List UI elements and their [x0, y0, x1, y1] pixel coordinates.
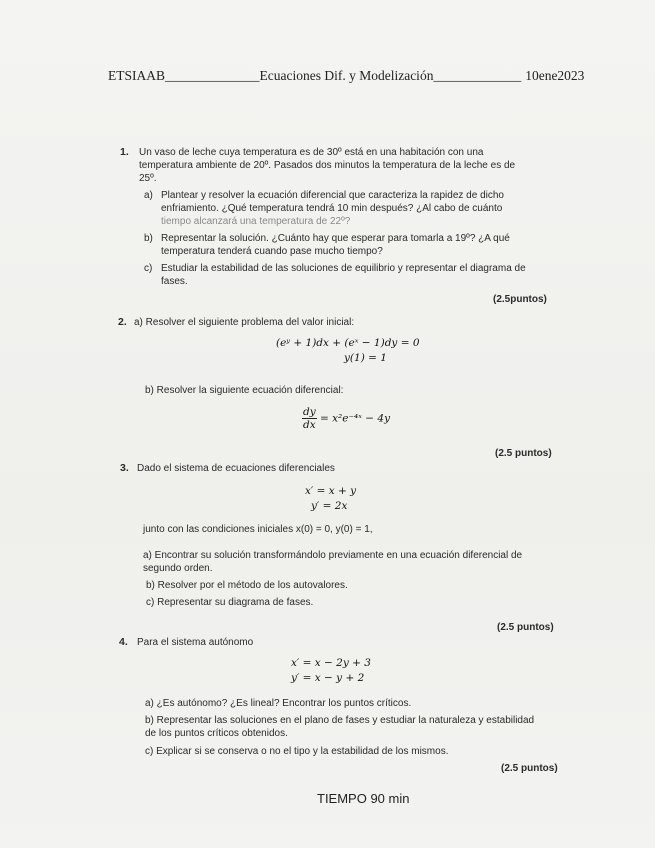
- text-line: b) Representar las soluciones en el plano de fases y estudiar la naturaleza y estabilidad: [145, 715, 535, 726]
- question-3-conditions: junto con las condiciones iniciales x(0) = 0, y(0) = 1,: [143, 524, 373, 535]
- question-2b-text: b) Resolver la siguiente ecuación diferencial:: [145, 385, 344, 396]
- question-3-points: (2.5 puntos): [497, 622, 554, 633]
- question-4b-text: [145, 714, 534, 740]
- question-1-number: 1.: [120, 146, 129, 158]
- text-line: segundo orden.: [143, 563, 213, 574]
- question-3-equation-2: y′ = 2x: [311, 500, 348, 512]
- exam-time-limit: TIEMPO 90 min: [317, 791, 410, 806]
- question-2a-text: a) Resolver el siguiente problema del valor inicial:: [134, 317, 355, 328]
- question-4-equation-1: x′ = x − 2y + 3: [291, 657, 371, 669]
- question-1-points: (2.5puntos): [493, 294, 547, 305]
- text-line: Representar la solución. ¿Cuánto hay que esperar para tomarla a 19º? ¿A qué: [161, 233, 510, 244]
- question-4a-text: a) ¿Es autónomo? ¿Es lineal? Encontrar los puntos críticos.: [145, 698, 412, 709]
- question-4-intro: Para el sistema autónomo: [137, 637, 254, 648]
- ode-right-side: = x²e⁻⁴ˣ − 4y: [320, 412, 391, 425]
- question-2-ode: [302, 406, 390, 431]
- question-1b-text: [161, 232, 510, 258]
- question-4-points: (2.5 puntos): [501, 763, 558, 774]
- text-line: a) Encontrar su solución transformándolo previamente en una ecuación diferencial de: [143, 550, 523, 561]
- text-line: fases.: [161, 276, 188, 287]
- question-3-number: 3.: [120, 462, 129, 474]
- header-separator: _____________: [433, 68, 522, 83]
- question-3b-text: b) Resolver por el método de los autovalores.: [146, 580, 348, 591]
- text-line: Un vaso de leche cuya temperatura es de 30º está en una habitación con una: [139, 147, 484, 158]
- question-4-equation-2: y′ = x − y + 2: [291, 672, 365, 684]
- fraction-numerator: dy: [303, 406, 316, 418]
- question-1a-label: a): [144, 190, 153, 201]
- text-line: temperatura ambiente de 20º. Pasados dos minutos la temperatura de la leche es de: [139, 160, 516, 171]
- text-line: temperatura tenderá cuando pase mucho tiempo?: [161, 246, 383, 257]
- fraction-denominator: dx: [303, 419, 316, 431]
- question-2-number: 2.: [118, 316, 127, 328]
- text-line: tiempo alcanzará una temperatura de 22º?: [161, 216, 351, 227]
- question-4c-text: c) Explicar si se conserva o no el tipo y la estabilidad de los mismos.: [145, 746, 449, 757]
- text-line: de los puntos críticos obtenidos.: [145, 728, 288, 739]
- text-line: Plantear y resolver la ecuación diferencial que caracteriza la rapidez de dicho: [161, 190, 504, 201]
- question-1b-label: b): [144, 233, 153, 244]
- question-3-intro: Dado el sistema de ecuaciones diferenciales: [137, 463, 335, 474]
- question-1a-text: [161, 189, 504, 228]
- question-3c-text: c) Representar su diagrama de fases.: [146, 597, 314, 608]
- school-name: ETSIAAB: [108, 68, 165, 83]
- question-2-points: (2.5 puntos): [495, 448, 552, 459]
- derivative-fraction: [302, 406, 317, 431]
- question-3-equation-1: x′ = x + y: [305, 485, 357, 497]
- question-2-equation-1: (eʸ + 1)dx + (eˣ − 1)dy = 0: [276, 337, 420, 349]
- text-line: enfriamiento. ¿Qué temperatura tendrá 10 min después? ¿Al cabo de cuánto: [161, 203, 503, 214]
- header-separator: ______________: [165, 68, 260, 83]
- question-1-intro: [139, 146, 515, 185]
- course-title: Ecuaciones Dif. y Modelización: [259, 68, 434, 83]
- question-1c-label: c): [144, 263, 153, 274]
- text-line: 25º.: [139, 173, 157, 184]
- question-2-equation-2: y(1) = 1: [344, 352, 387, 364]
- exam-header: [108, 68, 584, 84]
- exam-date: 10ene2023: [525, 68, 585, 83]
- text-line: Estudiar la estabilidad de las soluciones de equilibrio y representar el diagrama de: [161, 263, 526, 274]
- question-1c-text: [161, 262, 526, 288]
- question-3a-text: [143, 549, 522, 575]
- question-4-number: 4.: [119, 636, 128, 648]
